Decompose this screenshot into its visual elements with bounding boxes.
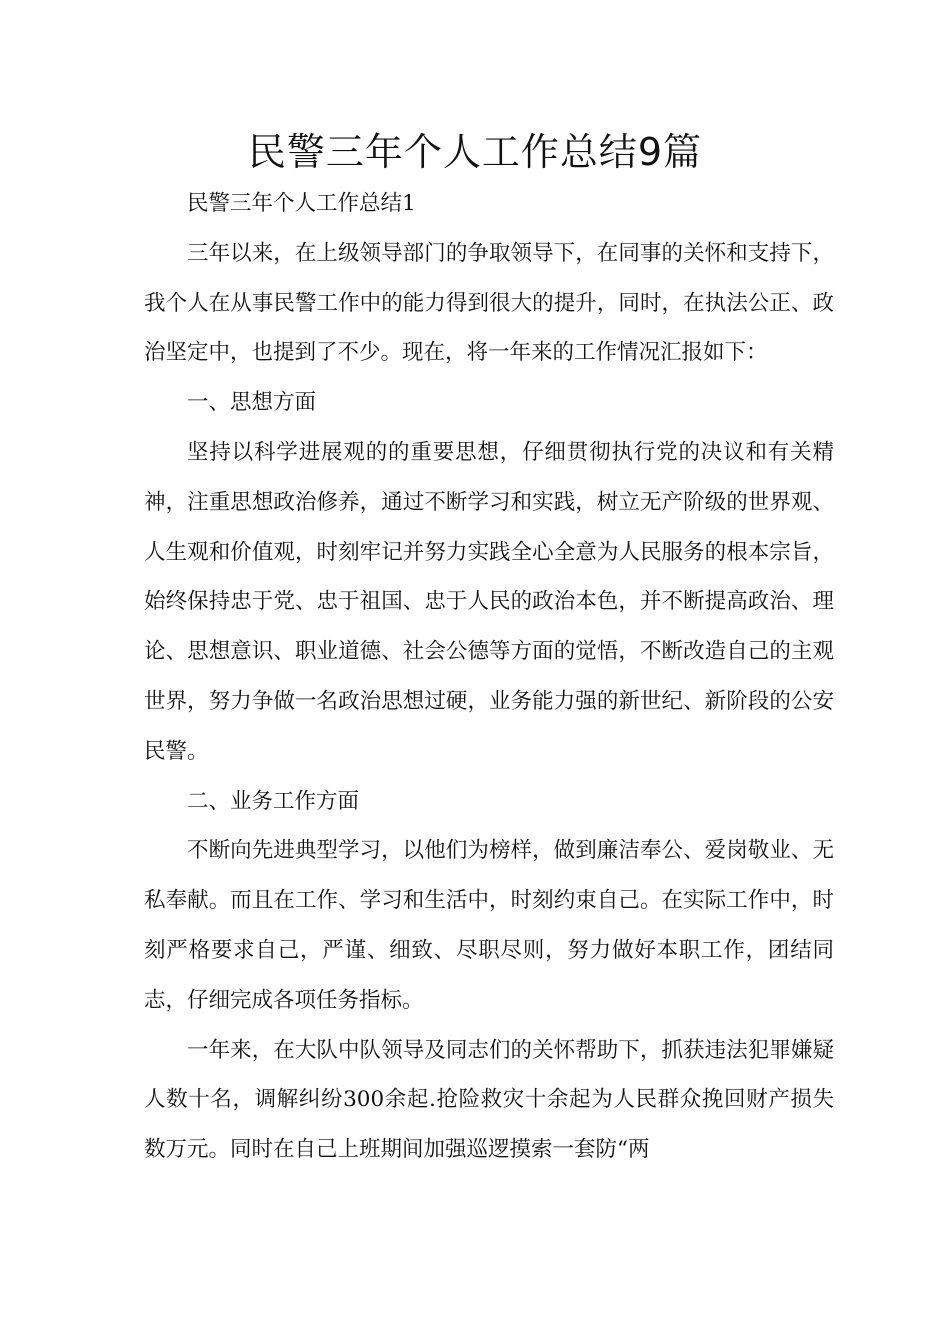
paragraph-thought: 坚持以科学进展观的的重要思想，仔细贯彻执行党的决议和有关精神，注重思想政治修养，通过不断学习和实践，树立无产阶级的世界观、人生观和价值观，时刻牢记并努力实践全心全意为人民服务的根本宗旨，始终保持忠于党、忠于祖国、忠于人民的政治本色，并不断提高政治、理论、思想意识、职业道德、社会公德等方面的觉悟，不断改造自己的主观世界，努力争做一名政治思想过硬，业务能力强的新世纪、新阶段的公安民警。 — [144, 439, 834, 764]
section-heading-thought: 一、思想方面 — [187, 390, 317, 416]
section-heading-work: 二、业务工作方面 — [187, 788, 360, 814]
paragraph-work: 不断向先进典型学习，以他们为榜样，做到廉洁奉公、爱岗敬业、无私奉献。而且在工作、学习和生活中，时刻约束自己。在实际工作中，时刻严格要求自己，严谨、细致、尽职尽则，努力做好本职工作，团结同志，仔细完成各项任务指标。 — [144, 838, 834, 1013]
document-body — [144, 179, 834, 1175]
document-title: 民警三年个人工作总结9篇 — [247, 130, 703, 174]
paragraph-intro: 三年以来，在上级领导部门的争取领导下，在同事的关怀和支持下，我个人在从事民警工作中的能力得到很大的提升，同时，在执法公正、政治坚定中，也提到了不少。现在，将一年来的工作情况汇报如下： — [144, 240, 834, 366]
section-subtitle: 民警三年个人工作总结1 — [187, 191, 416, 216]
paragraph-achievements: 一年来，在大队中队领导及同志们的关怀帮助下，抓获违法犯罪嫌疑人数十名，调解纠纷300余起.抢险救灾十余起为人民群众挽回财产损失数万元。同时在自己上班期间加强巡逻摸索一套防“两 — [144, 1037, 834, 1163]
